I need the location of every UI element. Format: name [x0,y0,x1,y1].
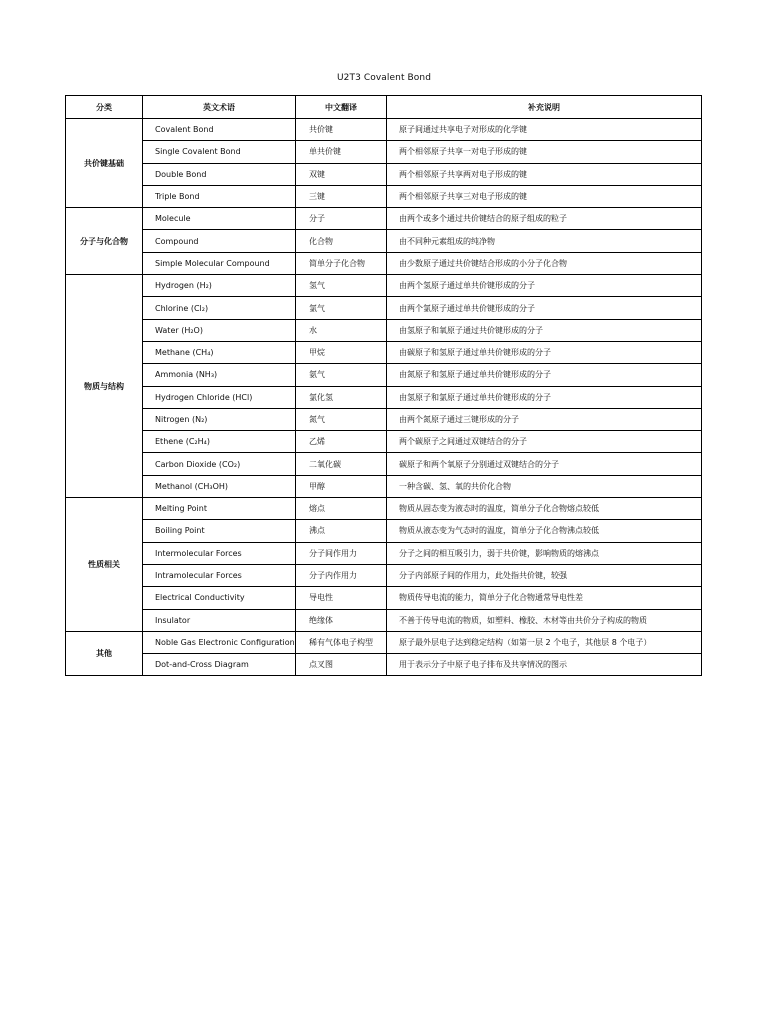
chinese-translation-cell: 甲烷 [296,341,387,363]
english-term-cell: Covalent Bond [143,119,296,141]
english-term-cell: Boiling Point [143,520,296,542]
english-term-cell: Intramolecular Forces [143,564,296,586]
notes-cell: 原子间通过共享电子对形成的化学键 [387,119,702,141]
header-category: 分类 [66,96,143,119]
english-term-cell: Single Covalent Bond [143,141,296,163]
notes-cell: 由氢原子和氯原子通过单共价键形成的分子 [387,386,702,408]
chinese-translation-cell: 沸点 [296,520,387,542]
chinese-translation-cell: 绝缘体 [296,609,387,631]
notes-cell: 原子最外层电子达到稳定结构（如第一层 2 个电子，其他层 8 个电子） [387,631,702,653]
header-notes: 补充说明 [387,96,702,119]
table-row [66,230,702,252]
notes-cell: 两个碳原子之间通过双键结合的分子 [387,431,702,453]
header-chinese-translation: 中文翻译 [296,96,387,119]
notes-cell: 两个相邻原子共享一对电子形成的键 [387,141,702,163]
chinese-translation-cell: 单共价键 [296,141,387,163]
chinese-translation-cell: 简单分子化合物 [296,252,387,274]
english-term-cell: Melting Point [143,498,296,520]
notes-cell: 分子之间的相互吸引力，弱于共价键，影响物质的熔沸点 [387,542,702,564]
table-row [66,654,702,676]
chinese-translation-cell: 氢气 [296,275,387,297]
table-body [66,119,702,676]
chinese-translation-cell: 分子内作用力 [296,564,387,586]
notes-cell: 一种含碳、氢、氧的共价化合物 [387,475,702,497]
chinese-translation-cell: 三键 [296,185,387,207]
english-term-cell: Compound [143,230,296,252]
chinese-translation-cell: 熔点 [296,498,387,520]
table-header-row [66,96,702,119]
table-row [66,386,702,408]
english-term-cell: Insulator [143,609,296,631]
chinese-translation-cell: 氯化氢 [296,386,387,408]
english-term-cell: Methanol (CH₃OH) [143,475,296,497]
notes-cell: 两个相邻原子共享两对电子形成的键 [387,163,702,185]
table-row [66,564,702,586]
table-row [66,141,702,163]
chinese-translation-cell: 分子 [296,208,387,230]
table-row [66,475,702,497]
english-term-cell: Dot-and-Cross Diagram [143,654,296,676]
english-term-cell: Simple Molecular Compound [143,252,296,274]
english-term-cell: Noble Gas Electronic Configuration [143,631,296,653]
english-term-cell: Nitrogen (N₂) [143,408,296,430]
english-term-cell: Hydrogen Chloride (HCl) [143,386,296,408]
chinese-translation-cell: 氮气 [296,408,387,430]
notes-cell: 由氮原子和氢原子通过单共价键形成的分子 [387,364,702,386]
english-term-cell: Water (H₂O) [143,319,296,341]
english-term-cell: Electrical Conductivity [143,587,296,609]
notes-cell: 物质从固态变为液态时的温度，简单分子化合物熔点较低 [387,498,702,520]
english-term-cell: Molecule [143,208,296,230]
chinese-translation-cell: 点叉图 [296,654,387,676]
table-row [66,297,702,319]
table-row [66,453,702,475]
table-row [66,163,702,185]
english-term-cell: Triple Bond [143,185,296,207]
document-title: U2T3 Covalent Bond [336,73,432,83]
notes-cell: 由两个氮原子通过三键形成的分子 [387,408,702,430]
notes-cell: 物质传导电流的能力，简单分子化合物通常导电性差 [387,587,702,609]
chinese-translation-cell: 稀有气体电子构型 [296,631,387,653]
category-cell: 物质与结构 [66,275,143,498]
category-cell: 其他 [66,631,143,676]
notes-cell: 两个相邻原子共享三对电子形成的键 [387,185,702,207]
header-english-term: 英文术语 [143,96,296,119]
chinese-translation-cell: 乙烯 [296,431,387,453]
category-cell: 共价键基础 [66,119,143,208]
chinese-translation-cell: 共价键 [296,119,387,141]
chinese-translation-cell: 二氧化碳 [296,453,387,475]
table-row [66,364,702,386]
notes-cell: 碳原子和两个氧原子分别通过双键结合的分子 [387,453,702,475]
english-term-cell: Intermolecular Forces [143,542,296,564]
notes-cell: 物质从液态变为气态时的温度，简单分子化合物沸点较低 [387,520,702,542]
english-term-cell: Hydrogen (H₂) [143,275,296,297]
table-row [66,319,702,341]
chinese-translation-cell: 水 [296,319,387,341]
chinese-translation-cell: 分子间作用力 [296,542,387,564]
table-row [66,631,702,653]
notes-cell: 分子内部原子间的作用力，此处指共价键，较强 [387,564,702,586]
english-term-cell: Double Bond [143,163,296,185]
english-term-cell: Carbon Dioxide (CO₂) [143,453,296,475]
chinese-translation-cell: 氯气 [296,297,387,319]
notes-cell: 由氢原子和氧原子通过共价键形成的分子 [387,319,702,341]
table-row [66,542,702,564]
notes-cell: 由少数原子通过共价键结合形成的小分子化合物 [387,252,702,274]
notes-cell: 由碳原子和氢原子通过单共价键形成的分子 [387,341,702,363]
english-term-cell: Chlorine (Cl₂) [143,297,296,319]
category-cell: 性质相关 [66,498,143,632]
notes-cell: 不善于传导电流的物质，如塑料、橡胶、木材等由共价分子构成的物质 [387,609,702,631]
table-row [66,431,702,453]
category-cell: 分子与化合物 [66,208,143,275]
table-row [66,252,702,274]
notes-cell: 由两个氯原子通过单共价键形成的分子 [387,297,702,319]
english-term-cell: Methane (CH₄) [143,341,296,363]
english-term-cell: Ethene (C₂H₄) [143,431,296,453]
table-row [66,341,702,363]
table-row [66,208,702,230]
chinese-translation-cell: 导电性 [296,587,387,609]
table-row [66,408,702,430]
chinese-translation-cell: 氨气 [296,364,387,386]
table-row [66,119,702,141]
vocabulary-table [65,95,702,676]
notes-cell: 用于表示分子中原子电子排布及共享情况的图示 [387,654,702,676]
table-row [66,520,702,542]
notes-cell: 由不同种元素组成的纯净物 [387,230,702,252]
english-term-cell: Ammonia (NH₃) [143,364,296,386]
chinese-translation-cell: 甲醇 [296,475,387,497]
notes-cell: 由两个氢原子通过单共价键形成的分子 [387,275,702,297]
notes-cell: 由两个或多个通过共价键结合的原子组成的粒子 [387,208,702,230]
table-row [66,587,702,609]
chinese-translation-cell: 化合物 [296,230,387,252]
table-row [66,609,702,631]
table-row [66,275,702,297]
chinese-translation-cell: 双键 [296,163,387,185]
table-row [66,185,702,207]
table-row [66,498,702,520]
